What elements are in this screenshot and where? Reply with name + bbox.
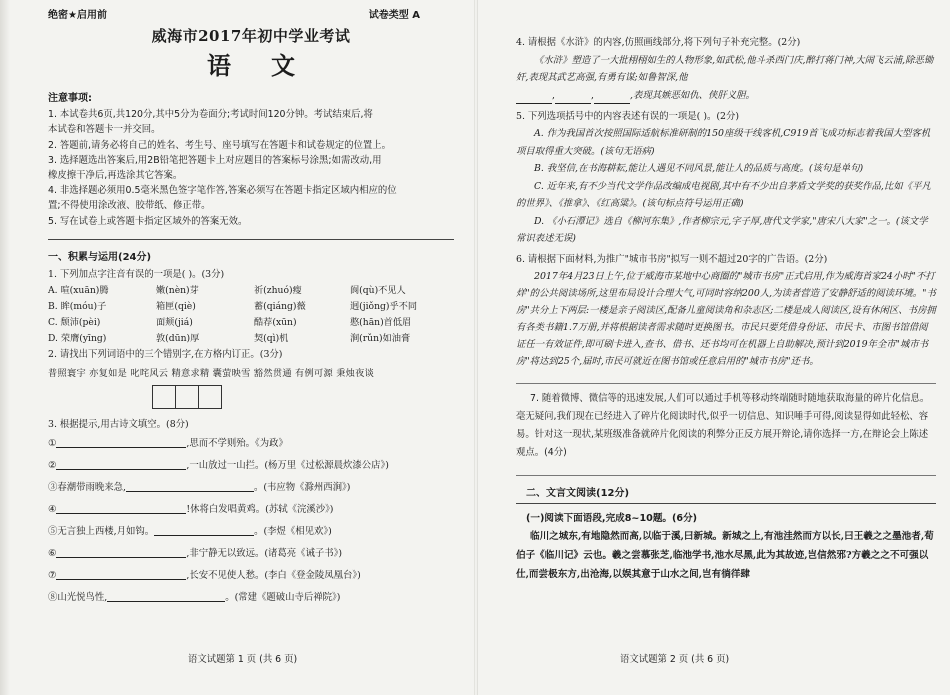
option-cell: 契(qì)机 — [254, 332, 289, 344]
page-2-footer: 语文试题第 2 页 (共 6 页) — [620, 654, 730, 665]
option-cell: 蓄(qiáng)薇 — [254, 300, 306, 312]
answer-blank — [594, 89, 630, 104]
notice-block — [48, 91, 454, 229]
fill-item: ⑧山光悦鸟性, 。(常建《题破山寺后禅院》) — [48, 587, 454, 609]
option-cell: 阆(qù)不见人 — [350, 284, 406, 296]
paper-type: 试卷类型 A — [368, 10, 420, 21]
question-5-option: D. 《小石潭记》选自《柳河东集》,作者柳宗元,字子厚,唐代文学家,"唐宋八大家"之一。(该文学常识表述无误) — [516, 215, 928, 244]
question-1-options — [48, 283, 454, 347]
option-cell: 箱匣(qiè) — [156, 300, 196, 312]
question-3-items — [48, 433, 454, 609]
question-1: 1. 下列加点字注音有误的一项是( )。(3分) — [48, 268, 225, 280]
question-7-answer-lines — [516, 466, 936, 476]
notice-line: 3. 选择题选出答案后,用2B铅笔把答题卡上对应题目的答案标号涂黑;如需改动,用 — [48, 154, 382, 166]
question-3: 3. 根据提示,用古诗文填空。(8分) — [48, 418, 189, 430]
correction-boxes — [152, 385, 454, 409]
notice-line: 橡皮擦干净后,再选涂其它答案。 — [48, 170, 183, 182]
classical-passage: 临川之城东,有地隐然而高,以临于溪,曰新城。新城之上,有池洼然而方以长,曰王羲之之墨池者,荀伯子《临川记》云也。羲之尝慕张芝,临池学书,池水尽黑,此为其故迹,岂信然邪?方羲之之不可强以仕,而尝极东方,出沧海,以娱其意于山水之间,岂有徜徉肆 — [516, 531, 934, 580]
answer-blank — [56, 455, 186, 470]
fill-item: ④ !休将白发唱黄鸡。(苏轼《浣溪沙》) — [48, 499, 454, 521]
notice-line: 4. 非选择题必须用0.5毫米黑色签字笔作答,答案必须写在答题卡指定区域内相应的位 — [48, 185, 397, 197]
option-cell: C. 颓沛(pèi) — [48, 316, 101, 328]
option-cell: 祈(zhuó)瘦 — [254, 284, 302, 296]
option-cell: 迥(jiǒng)乎不同 — [350, 300, 418, 312]
notice-title: 注意事项: — [48, 93, 92, 104]
option-cell: 涧(rǔn)如油膏 — [350, 332, 411, 344]
option-cell: 面颊(jiá) — [156, 316, 193, 328]
question-7: 7. 随着微博、微信等的迅速发展,人们可以通过手机等移动终端随时随地获取海量的碎片化信息。毫无疑问,我们现在已经进入了碎片化阅读时代,似乎一切信息、知识唾手可得,阅读显得如此轻松、容易。针对这一现状,某班级准备就碎片化阅读的利弊分正反方展开辩论,请你选择一方,在辩论会上陈述观点。(4分) — [516, 393, 930, 458]
page-1 — [0, 0, 472, 695]
notice-line: 2. 答题前,请务必将自己的姓名、考生号、座号填写在答题卡和试卷规定的位置上。 — [48, 139, 392, 151]
question-2-words: 普照寰宇 亦复如是 叱咤风云 精意求精 囊萤映雪 豁然贯通 有例可源 秉烛夜谈 — [48, 367, 375, 379]
fill-item: ⑤无言独上西楼,月如钩。 。(李煜《相见欢》) — [48, 521, 454, 543]
divider — [48, 239, 454, 240]
divider — [516, 503, 936, 504]
fill-item: ⑥ ,非宁静无以致远。(诸葛亮《诫子书》) — [48, 543, 454, 565]
correction-box — [152, 385, 176, 409]
answer-blank — [154, 521, 254, 536]
answer-blank — [516, 89, 552, 104]
subject-title: 语文 — [207, 51, 335, 80]
notice-line: 置;不得使用涂改液、胶带纸、修正带。 — [48, 200, 211, 212]
answer-line — [516, 466, 936, 476]
correction-box — [198, 385, 222, 409]
option-cell: 敦(dūn)厚 — [156, 332, 200, 344]
fill-item: ① ,思而不学则殆。《为政》 — [48, 433, 454, 455]
question-4-text: 《水浒》塑造了一大批栩栩如生的人物形象,如武松,他斗杀西门庆,醉打蒋门神,大闹飞云浦,除恶锄奸,表现其武艺高强,有勇有谋;如鲁智深,他 — [516, 54, 934, 83]
answer-blank — [126, 477, 254, 492]
option-cell: A. 喧(xuān)腾 — [48, 284, 109, 296]
notice-line: 本试卷和答题卡一并交回。 — [48, 124, 161, 136]
exam-title: 威海市2017年初中学业考试 — [151, 27, 351, 45]
correction-box — [175, 385, 199, 409]
question-4-blanks: , , ,表现其嫉恶如仇、侠肝义胆。 — [516, 87, 936, 104]
question-5-option: C. 近年来,有不少当代文学作品改编成电视剧,其中有不少出自茅盾文学奖的获奖作品,比如《平凡的世界》、《推拿》、《红高粱》。(该句标点符号运用正确) — [516, 180, 931, 209]
question-6: 6. 请根据下面材料,为推广"城市书房"拟写一则不超过20字的广告语。(2分) — [516, 253, 828, 265]
question-5-option: B. 我坚信,在书海耕耘,能让人遇见不同风景,能让人的品质与高度。(该句是单句) — [534, 163, 864, 174]
option-cell: 酷荐(xūn) — [254, 316, 297, 328]
section-2-subheading: (一)阅读下面语段,完成8~10题。(6分) — [526, 513, 698, 524]
answer-blank — [107, 587, 225, 602]
question-2: 2. 请找出下列词语中的三个错别字,在方格内订正。(3分) — [48, 348, 283, 360]
question-5-option: A. 作为我国首次按照国际适航标准研制的150座级干线客机,C919首飞成功标志着我国大型客机项目取得重大突破。(该句无语病) — [516, 128, 931, 157]
question-6-answer-lines — [516, 374, 936, 384]
answer-line — [516, 374, 936, 384]
notice-line: 5. 写在试卷上或答题卡指定区域外的答案无效。 — [48, 215, 248, 227]
question-6-material: 2017年4月23日上午,位于威海市某地中心商圈的"城市书房"正式启用,作为威海首家24小时"不打烊"的公共阅读场所,这里布局设计合理大气,可同时容纳200人,为读者营造了安静舒适的阅读环境。"书房"共分上下两层:一楼是亲子阅读区,配备儿童阅读角和杂志区;二楼是成人阅读区,设有休闲区、书房拥有各类书籍1.7万册,并将根据读者需求随时更换图书。市民只要凭借身份证、市民卡、市图书馆借阅证任一有效证件,即可刷卡进入,查书、借书、还书均可在机器上自助解决,预计到2019年全市"城市书房"将达到25个,届时,市民可就近在图书馆或任意启用的"城市书房"还书。 — [516, 271, 936, 367]
section-2-heading: 二、文言文阅读(12分) — [526, 488, 630, 499]
fill-item: ⑦ ,长安不见使人愁。(李白《登金陵凤凰台》) — [48, 565, 454, 587]
answer-blank — [56, 543, 186, 558]
page-2 — [480, 0, 950, 695]
page-fold — [474, 0, 478, 695]
notice-line: 1. 本试卷共6页,共120分,其中5分为卷面分;考试时间120分钟。考试结束后,将 — [48, 109, 373, 121]
page-header — [48, 6, 454, 21]
section-1-heading: 一、积累与运用(24分) — [48, 251, 152, 263]
answer-blank — [56, 433, 186, 448]
question-5: 5. 下列选项括号中的内容表述有误的一项是( )。(2分) — [516, 110, 740, 122]
secret-label: 绝密★启用前 — [48, 10, 107, 21]
answer-blank — [56, 499, 186, 514]
fill-item: ② ,一山放过一山拦。(杨万里《过松源晨炊漆公店》) — [48, 455, 454, 477]
option-cell: 嫩(nèn)芽 — [156, 284, 199, 296]
option-cell: 憨(hān)首低眉 — [350, 316, 412, 328]
page-1-footer: 语文试题第 1 页 (共 6 页) — [188, 654, 298, 665]
option-cell: D. 荣膺(yīng) — [48, 332, 107, 344]
answer-blank — [555, 89, 591, 104]
question-4: 4. 请根据《水浒》的内容,仿照画线部分,将下列句子补充完整。(2分) — [516, 37, 801, 48]
fill-item: ③春潮带雨晚来急, 。(韦应物《滁州西涧》) — [48, 477, 454, 499]
answer-blank — [56, 565, 186, 580]
option-cell: B. 眸(móu)子 — [48, 300, 107, 312]
